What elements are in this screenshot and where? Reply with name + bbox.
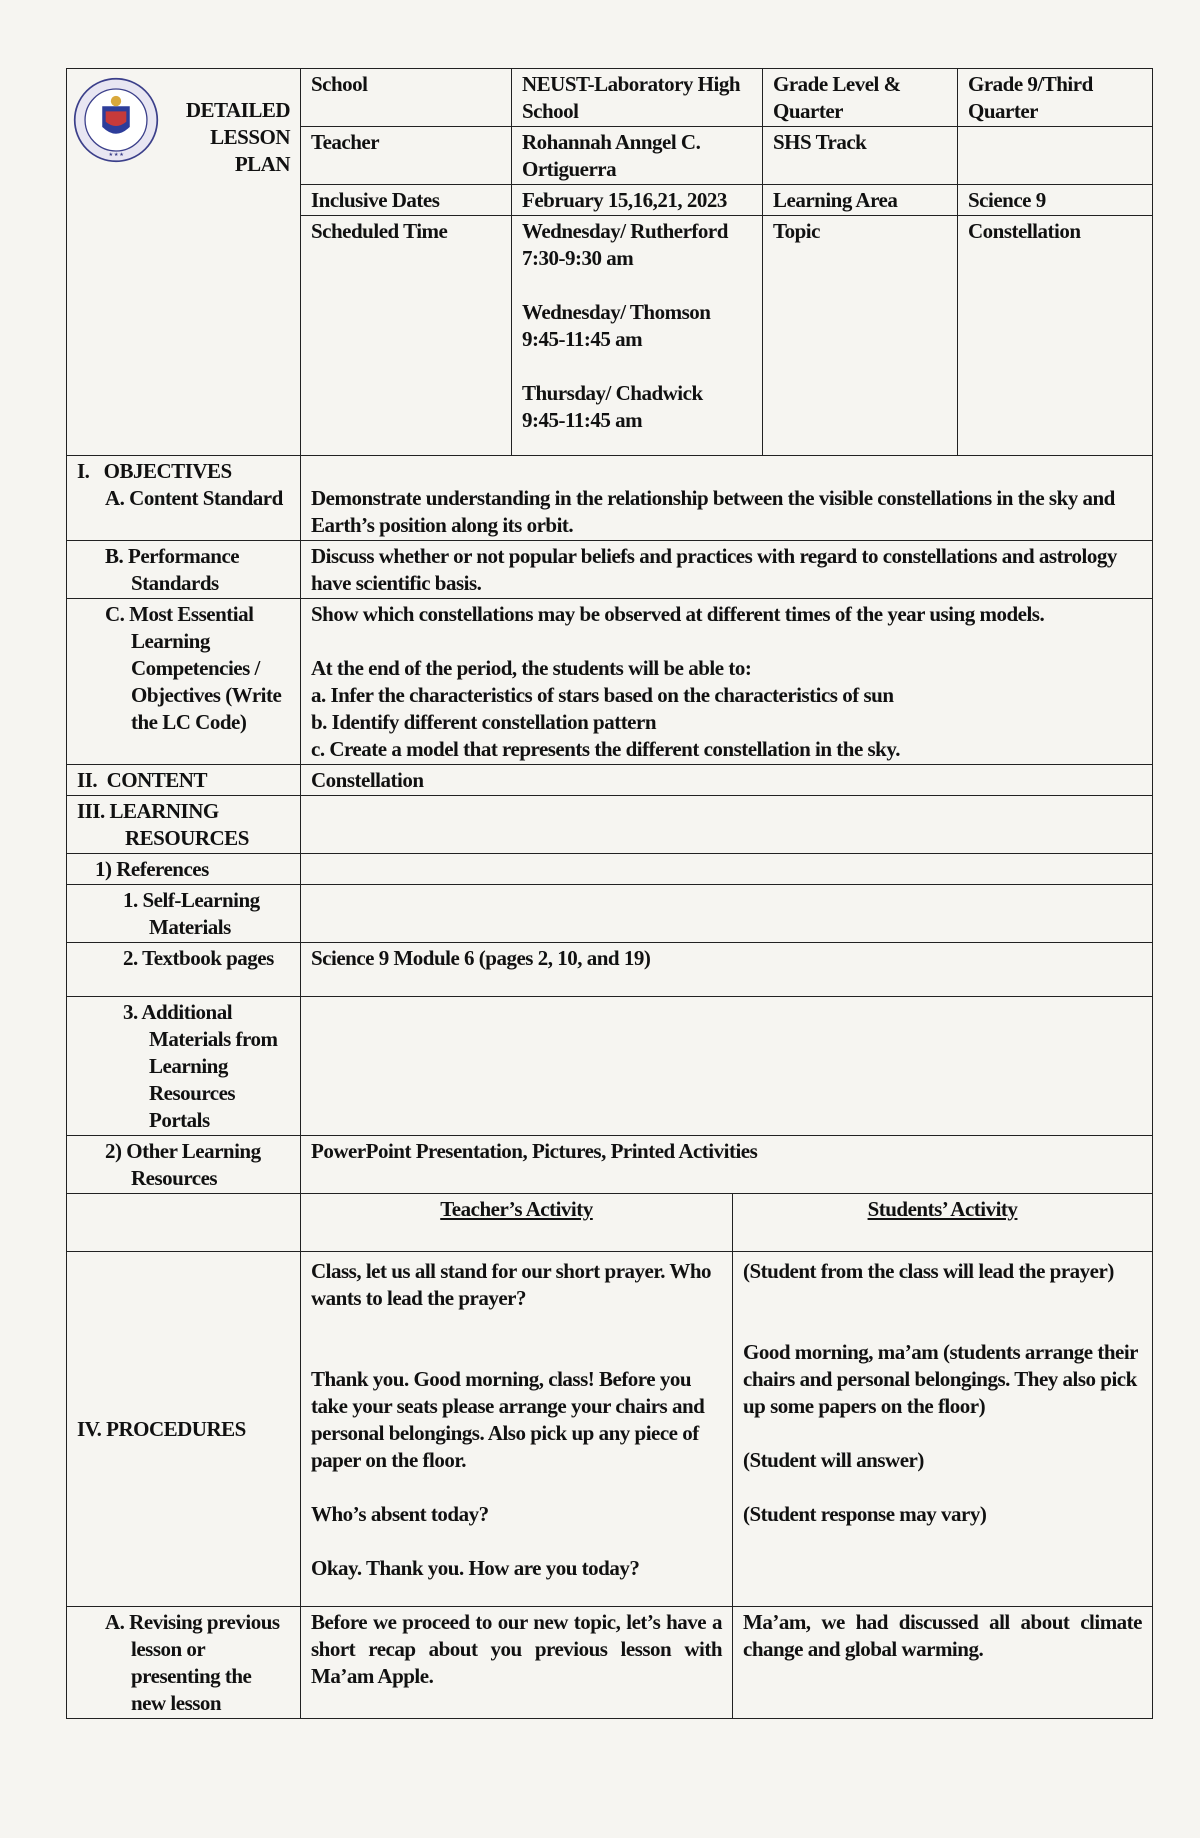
content-label: II. CONTENT [67, 764, 301, 795]
schedule-slot: Wednesday/ Thomson 9:45-11:45 am [522, 300, 711, 351]
learning-area-label: Learning Area [763, 185, 958, 216]
content-standard-label: A. Content Standard [105, 485, 283, 510]
textbook-value: Science 9 Module 6 (pages 2, 10, and 19) [301, 942, 1153, 996]
procedures-label: IV. PROCEDURES [67, 1251, 301, 1606]
schedule-slot: Wednesday/ Rutherford 7:30-9:30 am [522, 219, 728, 270]
objective-item: a. Infer the characteristics of stars based on the characteristics of sun [311, 682, 894, 707]
school-label: School [301, 69, 512, 127]
school-value: NEUST-Laboratory High School [512, 69, 763, 127]
students-procedure-activity: (Student from the class will lead the prayer) Good morning, ma’am (students arrange their chairs and personal belongings. They also pick up some papers on the floor) (Student will answer) (Student response may vary) [733, 1251, 1153, 1606]
objectives-heading: I. OBJECTIVES [77, 458, 232, 483]
other-resources-label: 2) Other Learning Resources [67, 1135, 301, 1193]
teacher-activity-header: Teacher’s Activity [301, 1193, 733, 1251]
objectives-cell [67, 455, 301, 540]
teacher-value: Rohannah Anngel C. Ortiguerra [512, 127, 763, 185]
activity-header-blank [67, 1193, 301, 1251]
references-label: 1) References [67, 853, 301, 884]
dates-value: February 15,16,21, 2023 [512, 185, 763, 216]
revising-lesson-label: A. Revising previous lesson or presenting the new lesson [67, 1606, 301, 1718]
performance-standards-label: B. Performance Standards [67, 540, 301, 598]
learning-resources-value [301, 795, 1153, 853]
scheduled-time-label: Scheduled Time [301, 216, 512, 456]
learning-area-value: Science 9 [958, 185, 1153, 216]
slm-value [301, 884, 1153, 942]
revising-students-activity: Ma’am, we had discussed all about climate change and global warming. [733, 1606, 1153, 1718]
end-of-period-heading: At the end of the period, the students will be able to: [311, 655, 752, 680]
objective-item: b. Identify different constellation pattern [311, 709, 657, 734]
lesson-plan-sheet [66, 68, 1152, 1719]
additional-materials-label: 3. Additional Materials from Learning Resources Portals [67, 996, 301, 1135]
other-resources-value: PowerPoint Presentation, Pictures, Printed Activities [301, 1135, 1153, 1193]
additional-materials-value [301, 996, 1153, 1135]
content-value: Constellation [301, 764, 1153, 795]
dates-label: Inclusive Dates [301, 185, 512, 216]
objective-item: c. Create a model that represents the different constellation in the sky. [311, 736, 900, 761]
track-value [958, 127, 1153, 185]
slm-label: 1. Self-Learning Materials [67, 884, 301, 942]
topic-value: Constellation [958, 216, 1153, 456]
body-table [66, 455, 1153, 1719]
content-standard-value: Demonstrate understanding in the relationship between the visible constellations in the sky and Earth’s position along its orbit. [301, 455, 1153, 540]
header-table [66, 68, 1153, 456]
schedule-slot: Thursday/ Chadwick 9:45-11:45 am [522, 381, 703, 432]
textbook-label: 2. Textbook pages [67, 942, 301, 996]
schedule-slots [512, 216, 763, 456]
melc-label: C. Most Essential Learning Competencies / Objectives (Write the LC Code) [67, 598, 301, 764]
revising-teacher-activity: Before we proceed to our new topic, let’s have a short recap about you previous lesson with Ma’am Apple. [301, 1606, 733, 1718]
title-line-1: DETAILED [185, 98, 290, 122]
references-value [301, 853, 1153, 884]
performance-standards-value: Discuss whether or not popular beliefs and practices with regard to constellations and astrology have scientific basis. [301, 540, 1153, 598]
melc-value: Show which constellations may be observed at different times of the year using models. At the end of the period, the students will be able to: a. Infer the characteristics of stars based on the characteristics of sun b. Identify different constellation pattern c. Create a model that represents the different constellation in the sky. [301, 598, 1153, 764]
topic-label: Topic [763, 216, 958, 456]
grade-level-label: Grade Level & Quarter [763, 69, 958, 127]
learning-resources-label: III. LEARNING RESOURCES [67, 795, 301, 853]
deped-seal-logo [73, 77, 159, 163]
title-line-3: PLAN [234, 152, 290, 176]
title-cell [67, 69, 301, 456]
title-line-2: LESSON [210, 125, 290, 149]
track-label: SHS Track [763, 127, 958, 185]
students-activity-header: Students’ Activity [733, 1193, 1153, 1251]
teacher-label: Teacher [301, 127, 512, 185]
seal-lettering: ★ ★ ★ [108, 152, 124, 159]
grade-level-value: Grade 9/Third Quarter [958, 69, 1153, 127]
teacher-procedure-activity: Class, let us all stand for our short prayer. Who wants to lead the prayer? Thank you. Good morning, class! Before you take your seats please arrange your chairs and personal belongings. Also pick up any piece of paper on the floor. Who’s absent today? Okay. Thank you. How are you today? [301, 1251, 733, 1606]
